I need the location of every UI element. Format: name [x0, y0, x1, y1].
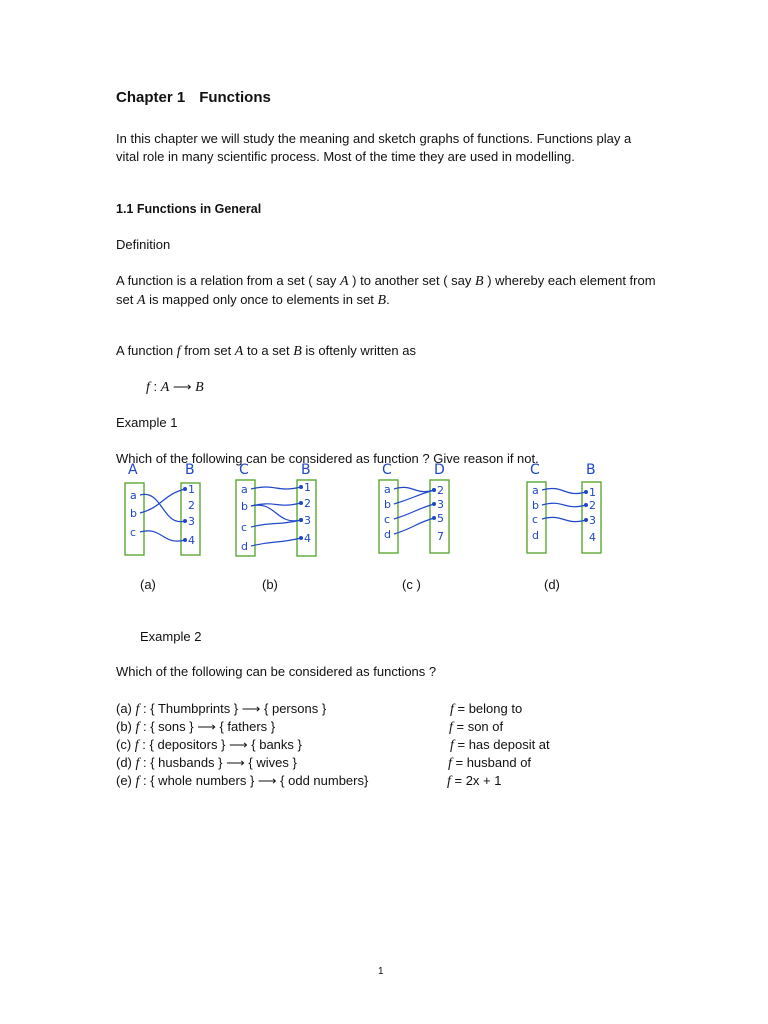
left-set-label: C [530, 462, 540, 478]
left-element: b [384, 498, 391, 511]
mapping-arrow [140, 494, 185, 521]
right-element: 1 [188, 483, 195, 496]
example2-label: Example 2 [140, 629, 202, 644]
left-element: c [384, 513, 391, 526]
right-set-label: D [434, 462, 445, 478]
mapping-arrow [394, 490, 434, 504]
left-element: d [384, 528, 391, 541]
right-set-label: B [586, 462, 596, 478]
chapter-title: Functions [199, 89, 271, 106]
left-element: a [241, 483, 248, 496]
mapping-arrow [251, 487, 301, 489]
mapping-arrow [140, 531, 185, 541]
arrow-head [299, 501, 303, 505]
right-element: 2 [589, 499, 596, 512]
mapping-arrow [251, 505, 301, 521]
arrow-head [584, 490, 588, 494]
definition-text: A function is a relation from a set ( say A ) to another set ( say B ) whereby each element from set A is mapped only once to elements in set B. [116, 273, 656, 308]
left-element: d [532, 529, 539, 542]
right-element: 1 [589, 486, 596, 499]
left-element: a [532, 484, 539, 497]
arrow-head [183, 538, 187, 542]
left-element: c [532, 513, 539, 526]
left-element: c [241, 521, 248, 534]
right-element: 4 [188, 534, 195, 547]
example2-items [116, 700, 368, 790]
item-c: (c) f : { depositors } ⟶ { banks } [116, 737, 302, 753]
mapping-arrow [394, 504, 434, 519]
mapping-notation: f : A ⟶ B [146, 379, 204, 395]
right-element: 4 [589, 531, 596, 544]
rule-b: f = son of [449, 719, 504, 735]
right-element: 2 [304, 497, 311, 510]
left-element: b [130, 507, 137, 520]
right-element: 3 [188, 515, 195, 528]
notation-sentence: A function f from set A to a set B is oftenly written as [116, 343, 416, 359]
mapping-arrow [542, 503, 586, 506]
definition-label: Definition [116, 237, 171, 252]
right-element: 4 [304, 532, 311, 545]
arrow-head [584, 518, 588, 522]
right-element: 2 [188, 499, 195, 512]
mapping-arrow [542, 517, 586, 521]
arrow-head [299, 485, 303, 489]
right-element: 7 [437, 530, 444, 543]
right-element: 2 [437, 484, 444, 497]
sublabel-d: (d) [544, 577, 560, 592]
rule-d: f = husband of [448, 755, 532, 771]
left-set-label: C [382, 462, 392, 478]
mapping-arrow [140, 489, 185, 513]
item-b: (b) f : { sons } ⟶ { fathers } [116, 719, 276, 735]
left-element: a [384, 483, 391, 496]
example2-rules [447, 700, 550, 790]
right-element: 3 [437, 498, 444, 511]
item-e: (e) f : { whole numbers } ⟶ { odd numbers} [116, 773, 369, 789]
sublabel-c: (c ) [402, 577, 421, 592]
mapping-arrow [542, 488, 586, 493]
right-element: 1 [304, 481, 311, 494]
rule-c: f = has deposit at [450, 737, 550, 753]
left-element: b [241, 500, 248, 513]
right-set-label: B [301, 462, 311, 478]
right-element: 3 [304, 514, 311, 527]
arrow-head [432, 502, 436, 506]
arrow-head [299, 536, 303, 540]
left-set-label: A [128, 462, 138, 478]
left-element: a [130, 489, 137, 502]
right-set-label: B [185, 462, 195, 478]
mapping-arrow [394, 518, 434, 534]
arrow-head [432, 516, 436, 520]
left-set-label: C [239, 462, 249, 478]
right-element: 3 [589, 514, 596, 527]
rule-e: f = 2x + 1 [447, 773, 502, 789]
left-element: b [532, 499, 539, 512]
item-a: (a) f : { Thumbprints } ⟶ { persons } [116, 701, 327, 717]
arrow-head [432, 488, 436, 492]
rule-a: f = belong to [450, 701, 523, 717]
arrow-head [183, 519, 187, 523]
mapping-arrow [251, 538, 301, 546]
section-heading: 1.1 Functions in General [116, 202, 262, 216]
item-d: (d) f : { husbands } ⟶ { wives } [116, 755, 297, 771]
intro-paragraph: In this chapter we will study the meaning and sketch graphs of functions. Functions play a vital role in many scientific process. Most of the time they are used in modelling. [116, 131, 632, 164]
left-element: d [241, 540, 248, 553]
mapping-arrow [394, 487, 434, 491]
sublabel-b: (b) [262, 577, 278, 592]
sublabel-a: (a) [140, 577, 156, 592]
chapter-number: Chapter 1 [116, 89, 186, 106]
arrow-head [299, 518, 303, 522]
right-element: 5 [437, 512, 444, 525]
mapping-arrow [251, 520, 301, 527]
page-number: 1 [378, 966, 384, 977]
left-element: c [130, 526, 137, 539]
example1-label: Example 1 [116, 415, 178, 430]
arrow-head [183, 487, 187, 491]
example1-question: Which of the following can be considered as function ? Give reason if not. [116, 451, 539, 466]
example2-question: Which of the following can be considered as functions ? [116, 664, 437, 679]
arrow-head [584, 503, 588, 507]
